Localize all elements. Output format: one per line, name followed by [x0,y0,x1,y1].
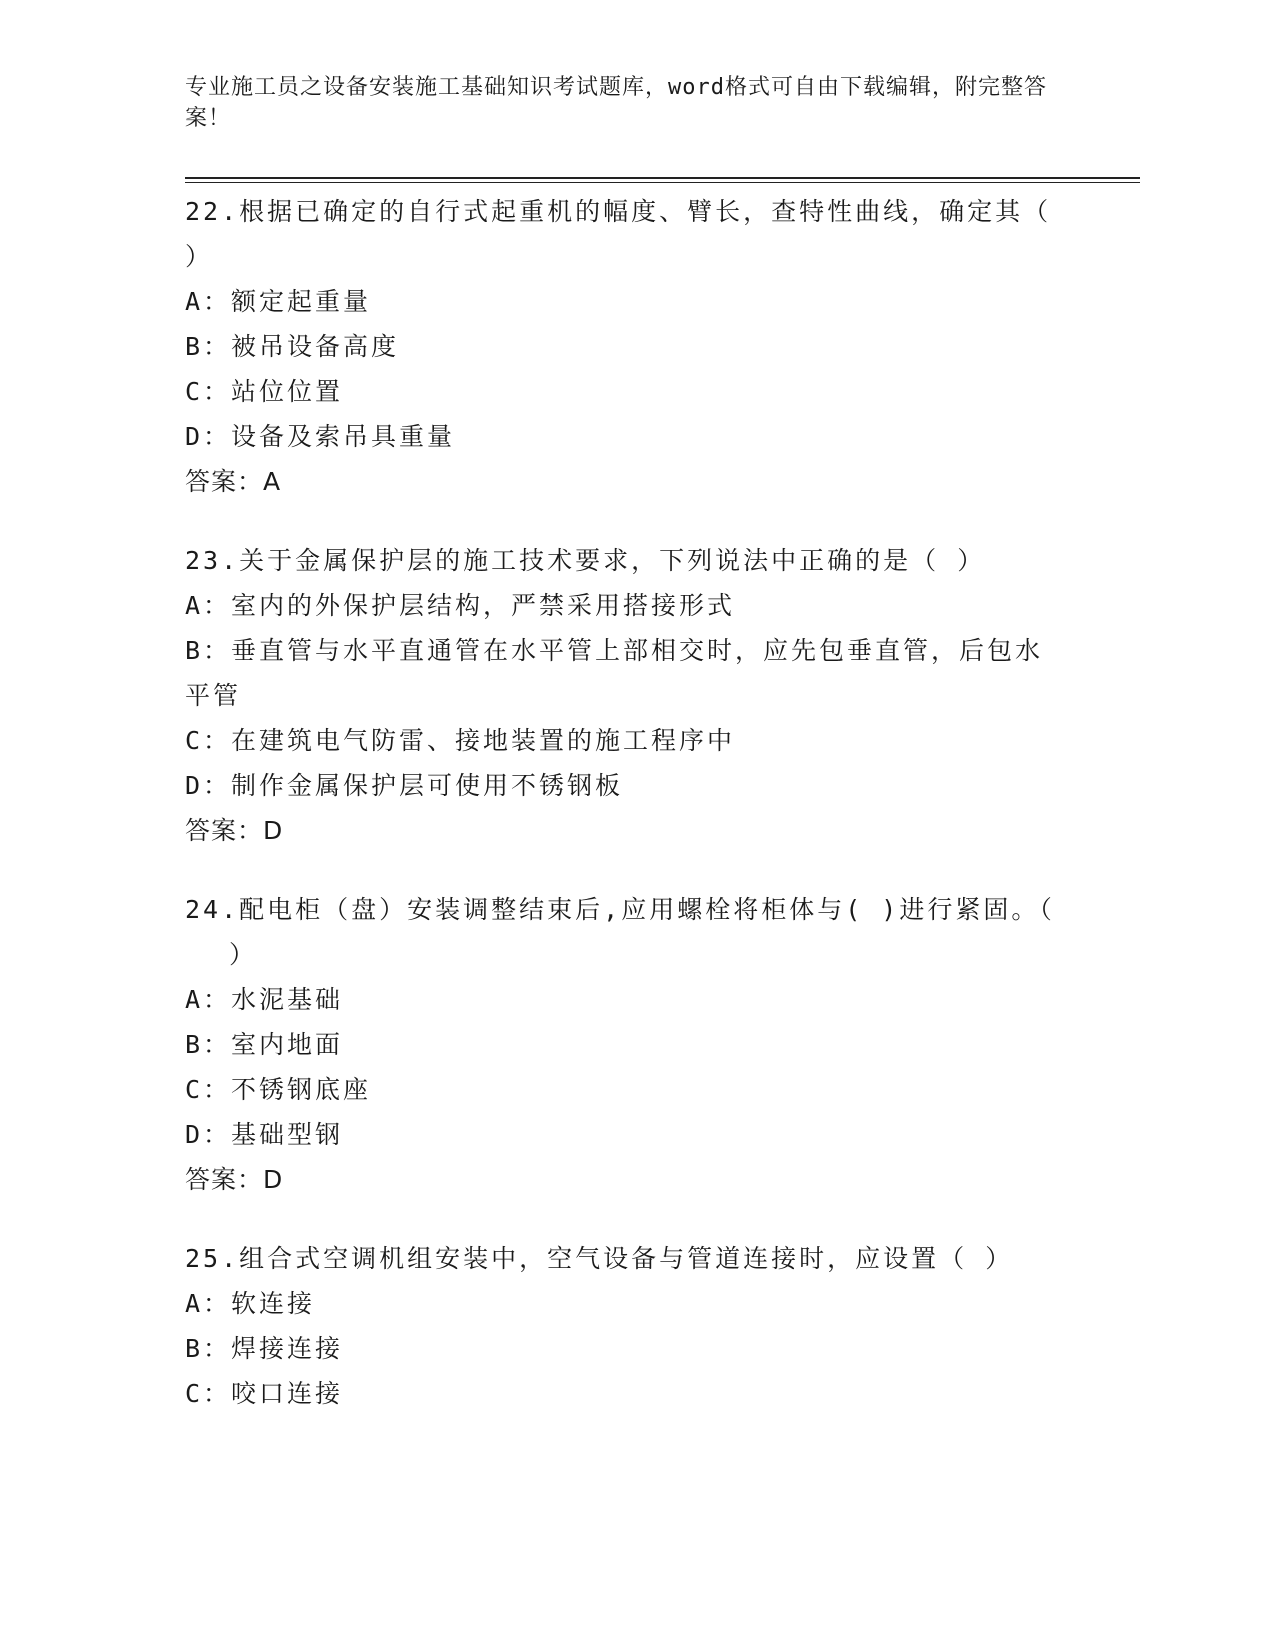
option-b: B：被吊设备高度 [185,332,400,361]
option-a: A：水泥基础 [185,985,344,1014]
question-stem: 22.根据已确定的自行式起重机的幅度、臂长，查特性曲线，确定其（ [185,197,1052,226]
question-stem: 25.组合式空调机组安装中，空气设备与管道连接时，应设置（ ） [185,1244,1014,1273]
answer: 答案：D [185,1165,284,1194]
option-a: A：软连接 [185,1289,316,1318]
question-stem: 24.配电柜（盘）安装调整结束后,应用螺栓将柜体与( )进行紧固。（ [185,895,1055,924]
option-a: A：额定起重量 [185,287,372,316]
option-b: B：焊接连接 [185,1334,344,1363]
header-divider-thick [185,177,1140,179]
option-d: D：制作金属保护层可使用不锈钢板 [185,771,624,800]
header-divider-thin [185,182,1140,183]
question-25 [185,1236,1065,1416]
option-b: B：垂直管与水平直通管在水平管上部相交时，应先包垂直管，后包水平管 [185,636,1044,710]
option-c: C：不锈钢底座 [185,1075,372,1104]
document-header: 专业施工员之设备安装施工基础知识考试题库，word格式可自由下载编辑，附完整答案！ [185,75,1047,131]
option-c: C：咬口连接 [185,1379,344,1408]
question-22 [185,189,1065,504]
option-a: A：室内的外保护层结构，严禁采用搭接形式 [185,591,736,620]
answer: 答案：A [185,467,282,496]
answer: 答案：D [185,816,284,845]
option-d: D：设备及索吊具重量 [185,422,456,451]
question-23 [185,538,1065,853]
option-c: C：站位位置 [185,377,344,406]
question-stem-close: ） [185,242,214,271]
question-stem-close: ） [229,940,258,969]
question-24 [185,887,1065,1202]
option-c: C：在建筑电气防雷、接地装置的施工程序中 [185,726,736,755]
question-list [185,189,1065,1449]
question-stem: 23.关于金属保护层的施工技术要求，下列说法中正确的是（ ） [185,546,986,575]
option-d: D：基础型钢 [185,1120,344,1149]
option-b: B：室内地面 [185,1030,344,1059]
